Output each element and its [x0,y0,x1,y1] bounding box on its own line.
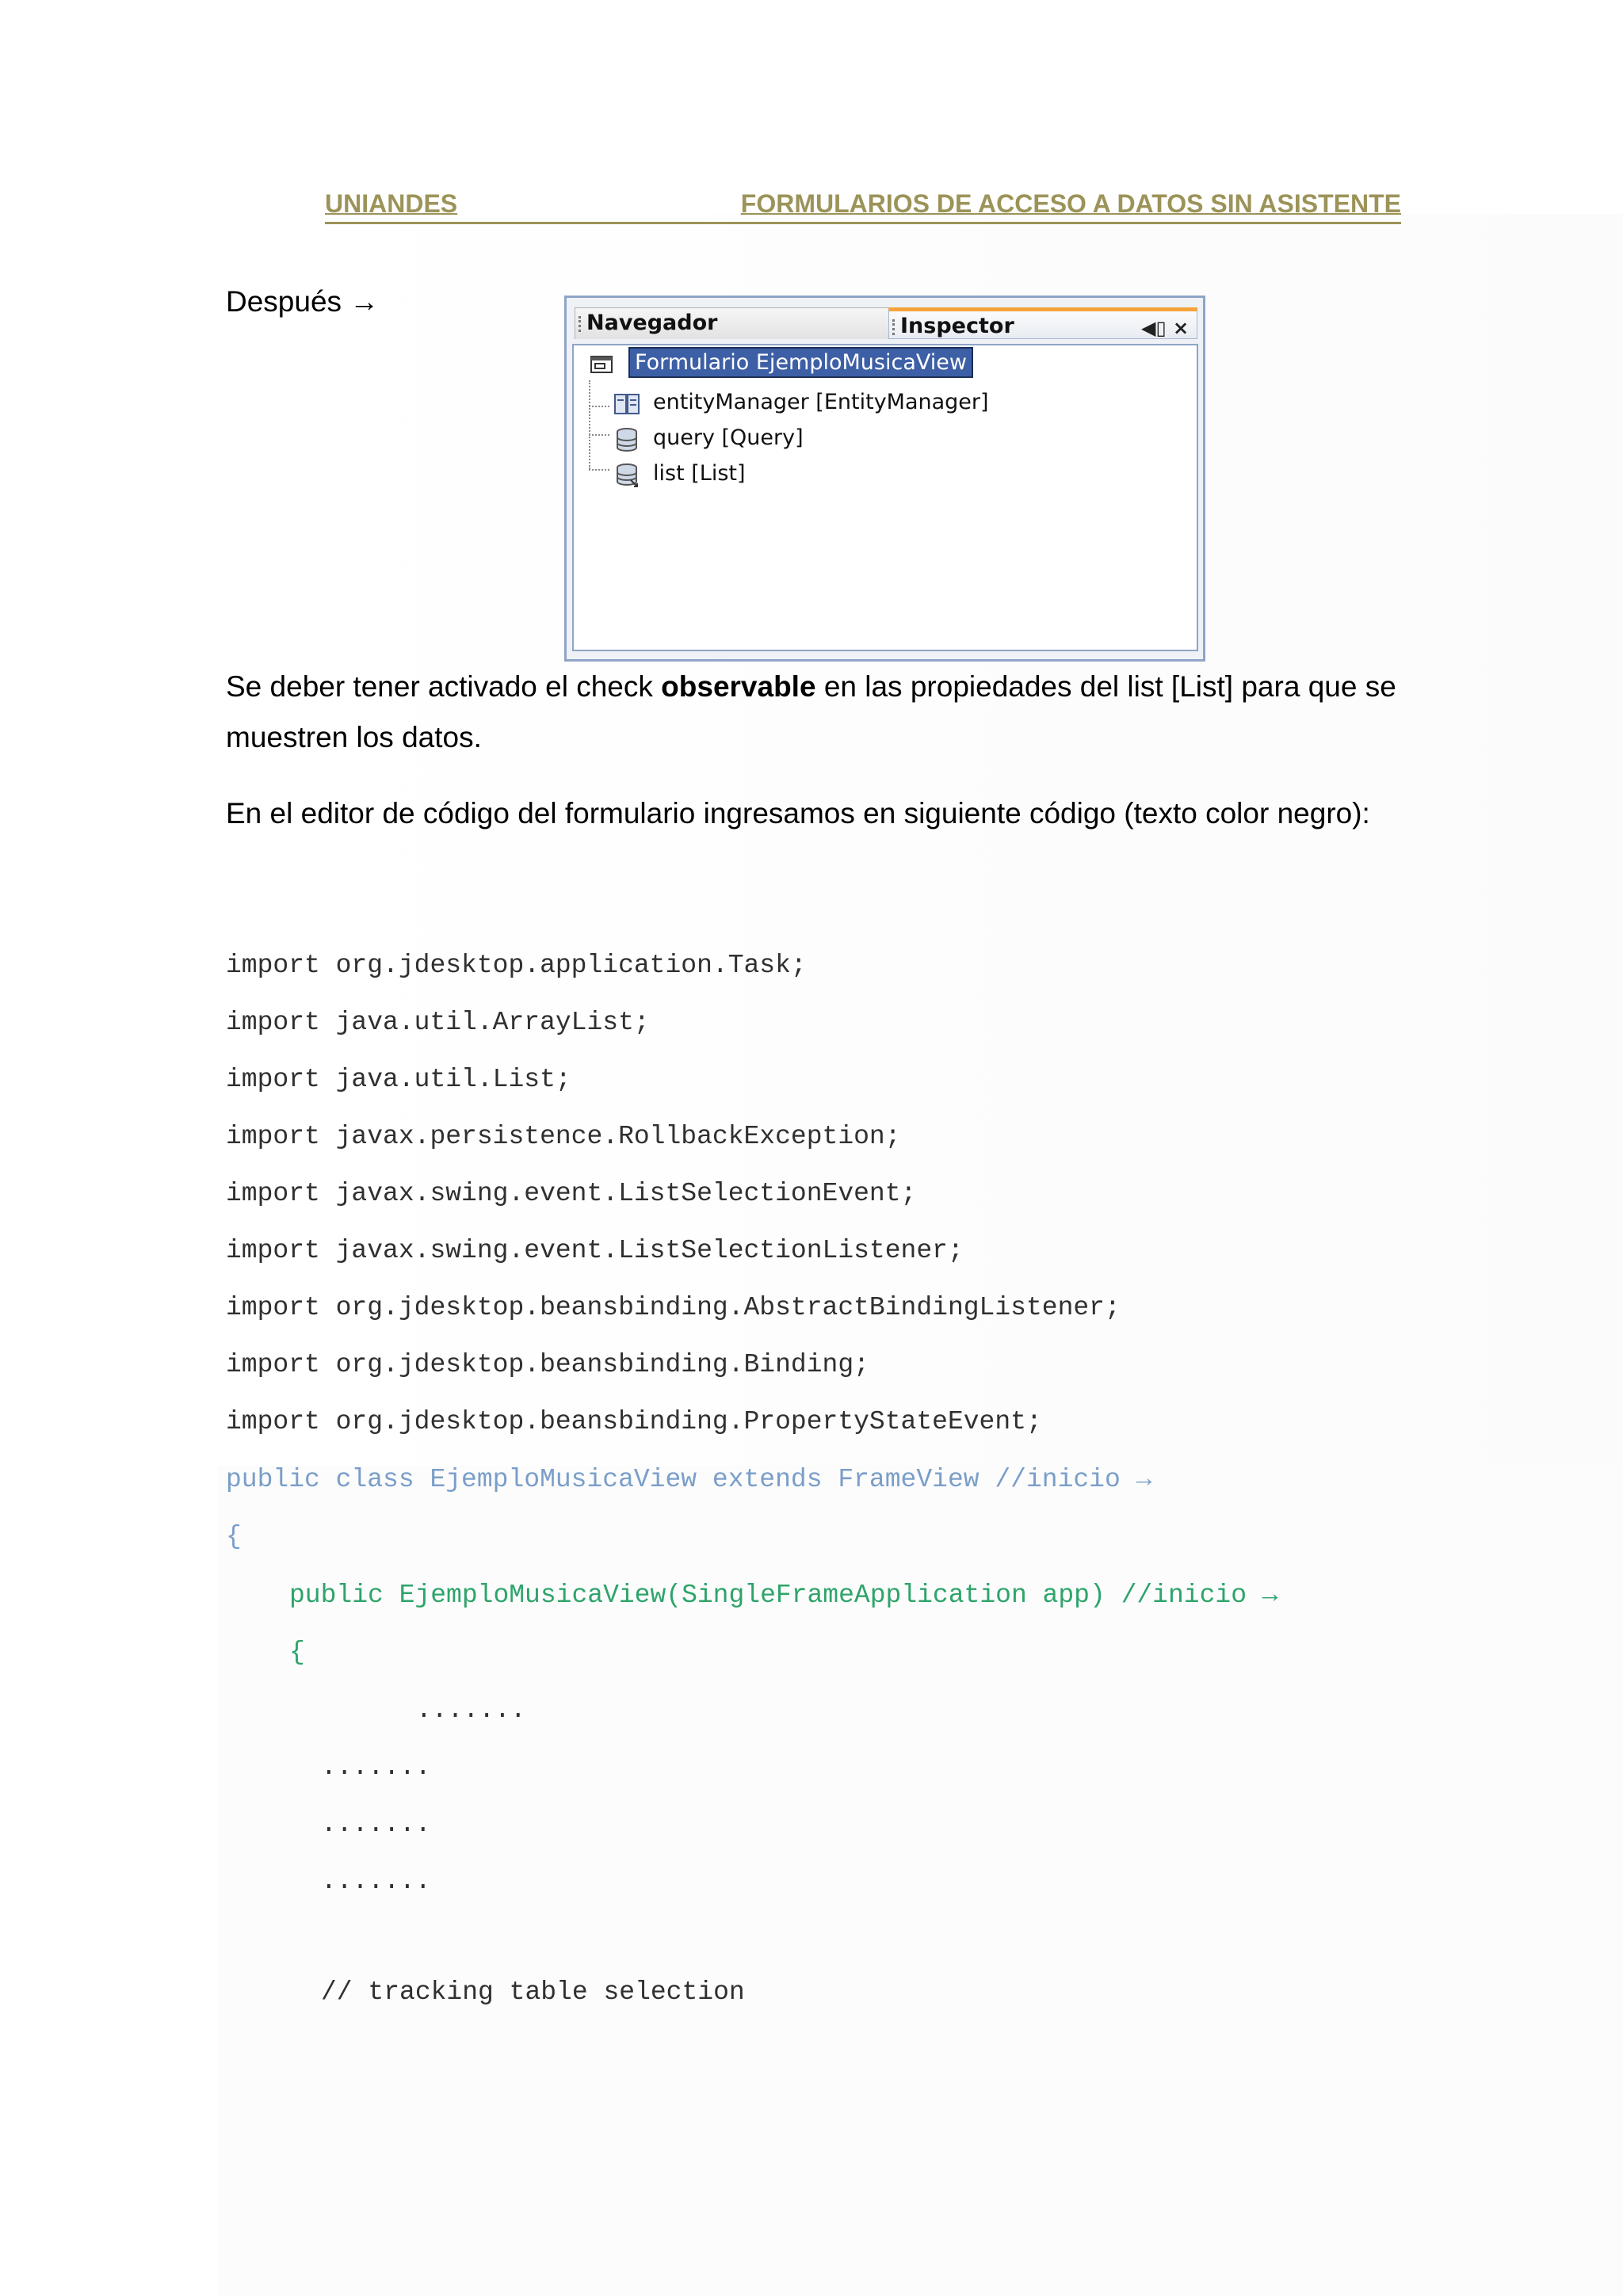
inspector-tree [572,344,1198,651]
despues-label: Después → [226,285,380,318]
code-line: import org.jdesktop.beansbinding.AbstractBindingListener; [226,1293,1121,1322]
code-comment: // tracking table selection [321,1978,745,2007]
tab-controls-icon[interactable]: ◀▯ × [1141,317,1190,339]
tab-inspector-label: Inspector [900,314,1014,338]
code-line: import java.util.ArrayList; [226,1008,650,1037]
code-class-declaration: public class EjemploMusicaView extends FrameView //inicio → [226,1465,1152,1494]
paragraph-observable [226,662,1407,763]
code-line: import org.jdesktop.beansbinding.PropertyStateEvent; [226,1407,1042,1436]
tree-connector [589,434,609,436]
tree-item-label: query [Query] [653,425,804,450]
tree-item-label: list [List] [653,461,746,486]
grip-icon [892,319,897,335]
para-text: Se deber tener activado el check [226,670,662,703]
inspector-panel-screenshot [564,296,1205,662]
tree-root-label: Formulario EjemploMusicaView [628,347,973,378]
code-line: import java.util.List; [226,1065,571,1094]
entity-manager-icon [613,391,640,417]
code-ellipsis: ....... [321,1867,431,1896]
tab-navegador[interactable] [575,307,890,339]
tree-connector [589,380,590,469]
code-line: import javax.swing.event.ListSelectionEvent; [226,1179,917,1208]
code-ellipsis: ....... [321,1753,431,1782]
tab-inspector[interactable] [888,307,1197,339]
code-constructor-declaration: public EjemploMusicaView(SingleFrameApplication app) //inicio → [289,1581,1278,1610]
code-line: import org.jdesktop.beansbinding.Binding; [226,1350,869,1379]
tree-connector [589,406,609,407]
code-ellipsis: ....... [321,1810,431,1839]
query-icon [613,427,640,452]
code-line: import javax.persistence.RollbackException; [226,1122,901,1151]
header-left: UNIANDES [325,189,458,218]
page-header [325,189,1401,224]
code-ellipsis: ....... [416,1695,526,1725]
tree-connector [589,469,609,471]
header-right: FORMULARIOS DE ACCESO A DATOS SIN ASISTENTE [740,189,1401,218]
list-icon [613,463,640,488]
paragraph-editor: En el editor de código del formulario ingresamos en siguiente código (texto color negro): [226,797,1370,830]
code-line: import javax.swing.event.ListSelectionListener; [226,1236,964,1265]
tree-item-label: entityManager [EntityManager] [653,390,989,414]
code-brace: { [226,1522,242,1551]
grip-icon [579,316,583,332]
tab-navegador-label: Navegador [586,311,718,335]
code-brace: { [289,1638,305,1667]
para-bold: observable [661,670,816,703]
form-icon [589,352,616,377]
code-line: import org.jdesktop.application.Task; [226,951,807,980]
para-text: en las propiedades del list [List] para que se muestren los datos. [226,670,1396,753]
